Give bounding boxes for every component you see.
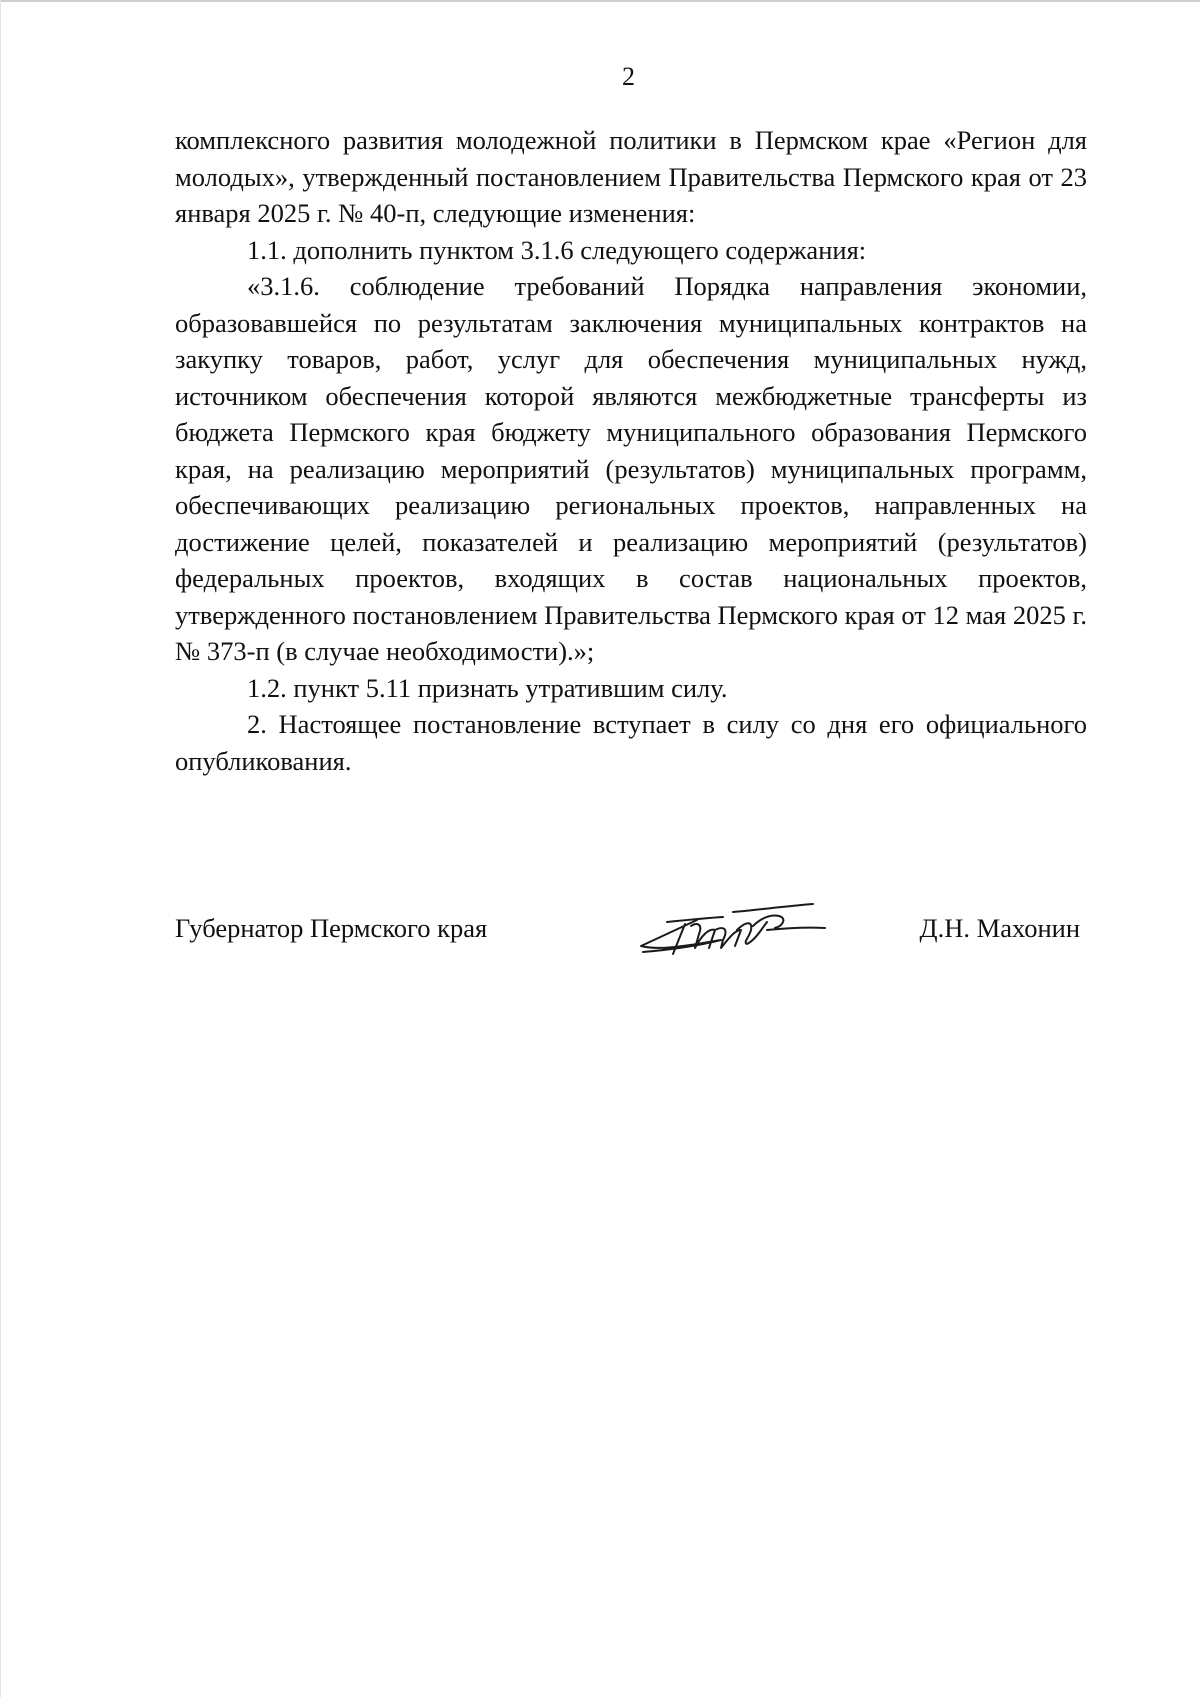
page-number: 2 (622, 62, 635, 91)
signatory-position: Губернатор Пермского края (175, 913, 488, 943)
document-body (175, 122, 1087, 779)
signature-block (175, 900, 1080, 960)
paragraph-item-2: 2. Настоящее постановление вступает в силу со дня его официального опубликования. (175, 709, 1087, 776)
scan-edge-left (0, 0, 1, 1697)
paragraph-item-1-2: 1.2. пункт 5.11 признать утратившим силу. (247, 672, 728, 703)
signatory-name: Д.Н. Махонин (919, 913, 1080, 943)
handwritten-signature (637, 900, 827, 958)
paragraph-item-1-1: 1.1. дополнить пунктом 3.1.6 следующего содержания: (247, 234, 867, 265)
scan-edge-top (0, 0, 1200, 2)
paragraph-item-3-1-6: «3.1.6. соблюдение требований Порядка направления экономии, образовавшейся по результатам заключения муниципальных контрактов на закупку товаров, работ, услуг для обеспечения муниципальных нужд, источником обеспечения которой являются межбюджетные трансферты из бюджета Пермского края бюджету муниципального образования Пермского края, на реализацию мероприятий (результатов) муниципальных программ, обеспечивающих реализацию региональных проектов, направленных на достижение целей, показателей и реализацию мероприятий (результатов) федеральных проектов, входящих в состав национальных проектов, утвержденного постановлением Правительства Пермского края от 12 мая 2025 г. № 373-п (в случае необходимости).»; (175, 271, 1087, 666)
paragraph-amendment-intro: комплексного развития молодежной политики в Пермском крае «Регион для молодых», утвержденный постановлением Правительства Пермского края от 23 января 2025 г. № 40-п, следующие изменения: (175, 125, 1087, 228)
